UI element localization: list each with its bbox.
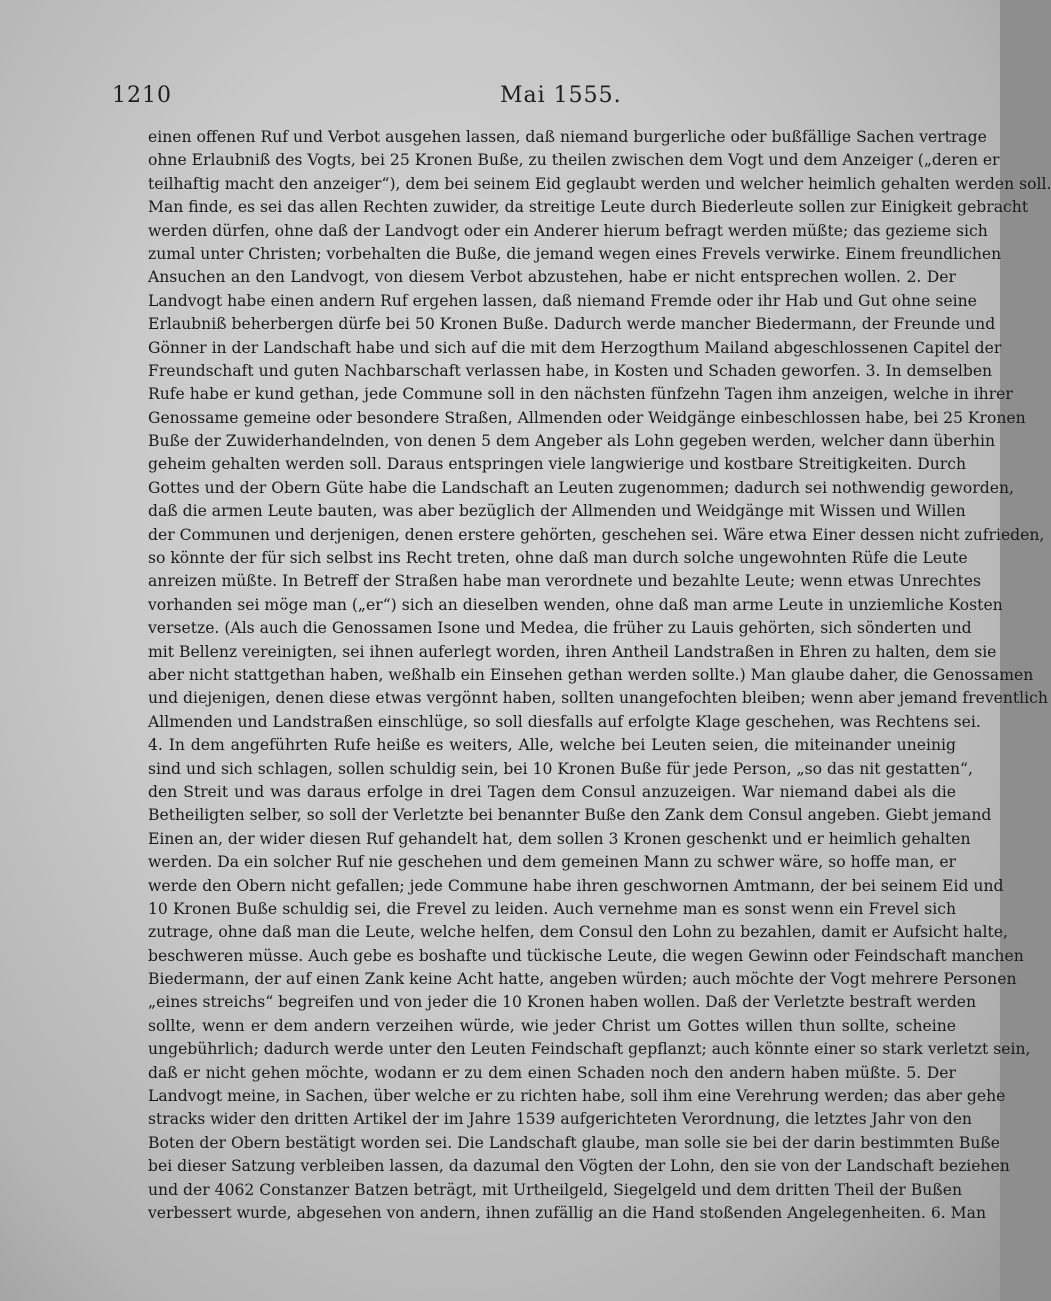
text-line: Ansuchen an den Landvogt, von diesem Verbot abzustehen, habe er nicht entsprechen wollen. 2. Der [148, 268, 956, 287]
text-line: daß die armen Leute bauten, was aber bezüglich der Allmenden und Weidgänge mit Wissen und Willen [148, 502, 966, 521]
text-line: werden. Da ein solcher Ruf nie geschehen und dem gemeinen Mann zu schwer wäre, so hoffe man, er [148, 853, 956, 872]
text-line: vorhanden sei möge man („er“) sich an dieselben wenden, ohne daß man arme Leute in unziemliche Kosten [148, 595, 1003, 614]
text-line: „eines streichs“ begreifen und von jeder die 10 Kronen haben wollen. Daß der Verletzte bestraft werden [148, 993, 977, 1012]
text-line: werden dürfen, ohne daß der Landvogt oder ein Anderer hierum befragt werden müßte; das gezieme sich [148, 221, 988, 240]
text-line: ohne Erlaubniß des Vogts, bei 25 Kronen Buße, zu theilen zwischen dem Vogt und dem Anzeiger („deren er [148, 151, 1000, 170]
body-text [148, 126, 1051, 1225]
text-line: daß er nicht gehen möchte, wodann er zu dem einen Schaden noch den andern haben müßte. 5. Der [148, 1063, 956, 1082]
text-line: teilhaftig macht den anzeiger“), dem bei seinem Eid geglaubt werden und welcher heimlich gehalten werden soll. [148, 174, 1051, 193]
text-line: Buße der Zuwiderhandelnden, von denen 5 dem Angeber als Lohn gegeben werden, welcher dann überhin [148, 432, 995, 451]
text-line: Man finde, es sei das allen Rechten zuwider, da streitige Leute durch Biederleute sollen zur Einigkeit gebracht [148, 198, 1029, 217]
text-line: beschweren müsse. Auch gebe es boshafte und tückische Leute, die wegen Gewinn oder Feindschaft manchen [148, 946, 1024, 965]
text-line: aber nicht stattgethan haben, weßhalb ein Einsehen gethan werden sollte.) Man glaube daher, die Genossamen [148, 665, 1034, 684]
text-line: Betheiligten selber, so soll der Verletzte bei benannter Buße den Zank dem Consul angeben. Giebt jemand [148, 806, 992, 825]
text-line: zutrage, ohne daß man die Leute, welche helfen, dem Consul den Lohn zu bezahlen, damit er Aufsicht halte, [148, 923, 1008, 942]
text-line: Erlaubniß beherbergen dürfe bei 50 Kronen Buße. Dadurch werde mancher Biedermann, der Freunde und [148, 315, 996, 334]
text-line: geheim gehalten werden soll. Daraus entspringen viele langwierige und kostbare Streitigkeiten. Durch [148, 455, 967, 474]
text-line: sind und sich schlagen, sollen schuldig sein, bei 10 Kronen Buße für jede Person, „so das nit gestatten“, [148, 759, 973, 778]
text-line: Landvogt meine, in Sachen, über welche er zu richten habe, soll ihm eine Verehrung werden; das aber gehe [148, 1087, 1006, 1106]
text-line: Genossame gemeine oder besondere Straßen, Allmenden oder Weidgänge einbeschlossen habe, bei 25 Kronen [148, 408, 1026, 427]
page-number: 1210 [112, 83, 172, 108]
text-line: bei dieser Satzung verbleiben lassen, da dazumal den Vögten der Lohn, den sie von der Landschaft beziehen [148, 1157, 1010, 1176]
text-line: und diejenigen, denen diese etwas vergönnt haben, sollten unangefochten bleiben; wenn aber jemand freventlich [148, 689, 1048, 708]
text-line: Boten der Obern bestätigt worden sei. Die Landschaft glaube, man solle sie bei der darin bestimmten Buße [148, 1133, 1001, 1152]
text-line: Landvogt habe einen andern Ruf ergehen lassen, daß niemand Fremde oder ihr Hab und Gut ohne seine [148, 291, 977, 310]
text-line: der Communen und derjenigen, denen erstere gehörten, geschehen sei. Wäre etwa Einer dessen nicht zufrieden, [148, 525, 1045, 544]
running-head: Mai 1555. [500, 83, 622, 108]
text-line: einen offenen Ruf und Verbot ausgehen lassen, daß niemand burgerliche oder bußfällige Sachen vertrage [148, 128, 987, 146]
text-line: Gönner in der Landschaft habe und sich auf die mit dem Herzogthum Mailand abgeschlossenen Capitel der [148, 338, 1002, 357]
text-line: Gottes und der Obern Güte habe die Landschaft an Leuten zugenommen; dadurch sei nothwendig geworden, [148, 478, 1014, 497]
text-line: 4. In dem angeführten Rufe heiße es weiters, Alle, welche bei Leuten seien, die miteinander uneinig [148, 736, 956, 755]
text-line: verbessert wurde, abgesehen von andern, ihnen zufällig an die Hand stoßenden Angelegenheiten. 6. Man [148, 1203, 986, 1222]
text-line: den Streit und was daraus erfolge in drei Tagen dem Consul anzuzeigen. War niemand dabei als die [148, 782, 956, 801]
text-line: Allmenden und Landstraßen einschlüge, so soll diesfalls auf erfolgte Klage geschehen, was Rechtens sei. [148, 712, 981, 731]
text-line: Einen an, der wider diesen Ruf gehandelt hat, dem sollen 3 Kronen geschenkt und er heimlich gehalten [148, 829, 971, 848]
text-line: so könnte der für sich selbst ins Recht treten, ohne daß man durch solche ungewohnten Rüfe die Leute [148, 549, 968, 568]
text-line: versetze. (Als auch die Genossamen Isone und Medea, die früher zu Lauis gehörten, sich sönderten und [148, 619, 972, 638]
text-line: zumal unter Christen; vorbehalten die Buße, die jemand wegen eines Frevels verwirke. Einem freundlichen [148, 244, 1002, 263]
text-line: werde den Obern nicht gefallen; jede Commune habe ihren geschwornen Amtmann, der bei seinem Eid und [148, 876, 1004, 895]
text-line: Freundschaft und guten Nachbarschaft verlassen habe, in Kosten und Schaden geworfen. 3. In demselben [148, 361, 993, 380]
text-line: ungebührlich; dadurch werde unter den Leuten Feindschaft gepflanzt; auch könnte einer so stark verletzt sein, [148, 1040, 1031, 1059]
text-line: Biedermann, der auf einen Zank keine Acht hatte, angeben würden; auch möchte der Vogt mehrere Personen [148, 970, 1017, 989]
text-line: 10 Kronen Buße schuldig sei, die Frevel zu leiden. Auch vernehme man es sonst wenn ein Frevel sich [148, 899, 956, 918]
text-line: anreizen müßte. In Betreff der Straßen habe man verordnete und bezahlte Leute; wenn etwas Unrechtes [148, 572, 981, 591]
text-line: sollte, wenn er dem andern verzeihen würde, wie jeder Christ um Gottes willen thun sollte, scheine [148, 1016, 956, 1035]
text-line: stracks wider den dritten Artikel der im Jahre 1539 aufgerichteten Verordnung, die letztes Jahr von den [148, 1110, 972, 1129]
text-line: Rufe habe er kund gethan, jede Commune soll in den nächsten fünfzehn Tagen ihm anzeigen, welche in ihrer [148, 385, 1013, 404]
text-line: mit Bellenz vereinigten, sei ihnen auferlegt worden, ihren Antheil Landstraßen in Ehren zu halten, dem sie [148, 642, 997, 661]
text-line: und der 4062 Constanzer Batzen beträgt, mit Urtheilgeld, Siegelgeld und dem dritten Theil der Bußen [148, 1180, 962, 1199]
